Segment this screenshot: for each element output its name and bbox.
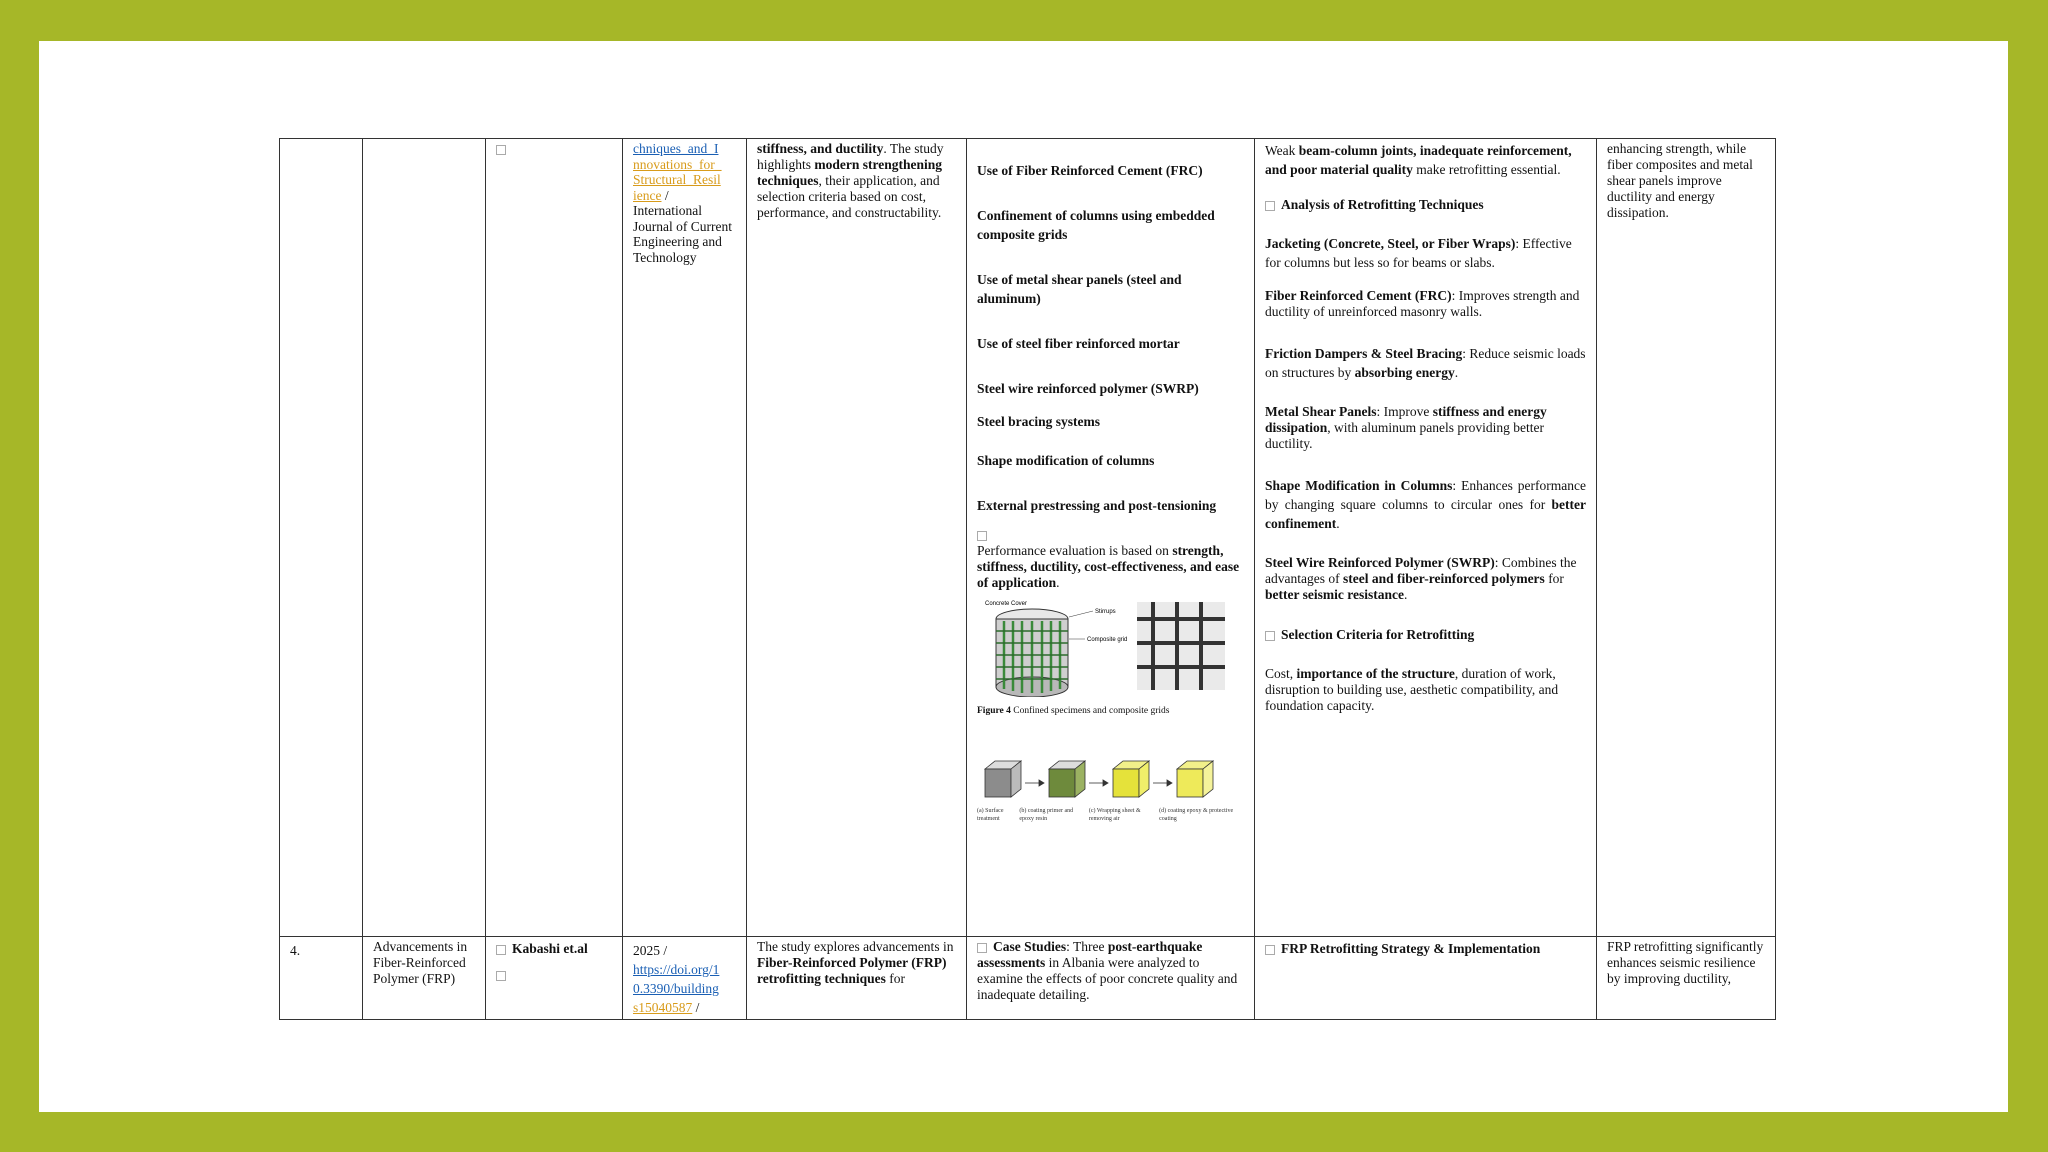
summary-text-2: , their application, and selection criteria based on cost, performance, and constructability. (757, 173, 942, 220)
confined-specimen-image (977, 597, 1227, 697)
source-journal: / International Journal of Current Engineering and Technology (633, 187, 732, 265)
intro-text: Weak (1265, 143, 1299, 158)
frp-strategy-heading: FRP Retrofitting Strategy & Implementation (1281, 941, 1541, 956)
swrp-end: . (1403, 587, 1408, 602)
cost-bold: importance of the structure (1296, 666, 1455, 681)
cell-conclusion: enhancing strength, while fiber composites and metal shear panels improve ductility and energy dissipation. (1597, 139, 1776, 937)
cost-text: Cost, (1265, 666, 1297, 681)
cell-number (280, 139, 363, 937)
swrp-bold2: steel and fiber-reinforced polymers (1342, 571, 1545, 586)
intro-end: make retrofitting essential. (1412, 162, 1561, 177)
friction-text: : Reduce seismic loads on structures by (1265, 346, 1586, 380)
technique-item: Confinement of columns using embedded composite grids (977, 208, 1215, 242)
checkbox-icon (977, 531, 987, 541)
cell-summary (747, 937, 967, 1020)
selection-heading (1265, 625, 1586, 644)
technique-item: Shape modification of columns (977, 453, 1155, 468)
analysis-intro (1265, 141, 1586, 179)
perf-end: . (1056, 575, 1060, 590)
table-row (280, 139, 1776, 937)
friction-end: . (1454, 365, 1459, 380)
shape-entry (1265, 476, 1586, 533)
source-link-cont2[interactable]: Structural_Resil (633, 172, 721, 187)
table-row (280, 937, 1776, 1020)
intro-bold: beam-column joints, inadequate reinforcement, and poor material quality (1265, 143, 1572, 177)
cell-analysis (1255, 139, 1597, 937)
fig-sublabel: (a) Surface treatment (977, 808, 1004, 822)
cost-end: , duration of work, disruption to building use, aesthetic compatibility, and foundation capacity. (1265, 666, 1559, 713)
figure-confined-specimens (977, 597, 1244, 717)
summary-end: for (885, 971, 905, 986)
checkbox-icon (1265, 201, 1275, 211)
cell-year-source (623, 139, 747, 937)
source-link-cont[interactable]: nnovations_for_ (633, 156, 722, 172)
doi-link[interactable]: https://doi.org/1 (633, 962, 720, 977)
checkbox-icon (1265, 945, 1275, 955)
perf-bold: strength, stiffness, ductility, cost-effectiveness, and ease of application (977, 543, 1240, 590)
technique-item: Use of metal shear panels (steel and aluminum) (977, 272, 1182, 306)
fig-sublabel: (b) coating primer and epoxy resin (1019, 808, 1074, 822)
swrp-text2: for (1544, 571, 1564, 586)
technique-item: Steel bracing systems (977, 414, 1100, 429)
friction-entry (1265, 344, 1586, 382)
technique-item: Steel wire reinforced polymer (SWRP) (977, 381, 1199, 396)
fig-sublabel: (d) coating epoxy & protective coating (1159, 808, 1234, 822)
case-studies-bold: Case Studies (993, 939, 1067, 954)
cell-conclusion: FRP retrofitting significantly enhances seismic resilience by improving ductility, (1597, 937, 1776, 1020)
technique-item: Use of steel fiber reinforced mortar (977, 336, 1180, 351)
analysis-heading-text: Analysis of Retrofitting Techniques (1281, 197, 1484, 212)
cell-year-source (623, 937, 747, 1020)
frc-bold: Fiber Reinforced Cement (FRC) (1265, 288, 1452, 303)
cell-title (363, 139, 486, 937)
frc-text: : Improves strength and ductility of unreinforced masonry walls. (1265, 288, 1580, 319)
figure-caption-text: Confined specimens and composite grids (1010, 706, 1170, 716)
author-name: Kabashi et.al (512, 941, 588, 956)
figure-caption (977, 705, 1244, 717)
frc-entry (1265, 288, 1586, 320)
analysis-heading (1265, 195, 1586, 214)
cell-techniques (967, 139, 1255, 937)
cell-summary (747, 139, 967, 937)
checkbox-icon (496, 945, 506, 955)
doi-link-cont[interactable]: 0.3390/building (633, 981, 719, 996)
cell-techniques (967, 937, 1255, 1020)
cell-author (486, 937, 623, 1020)
summary-text: The study explores advancements in (757, 939, 954, 954)
frp-steps-image (977, 757, 1237, 801)
friction-bold: Friction Dampers & Steel Bracing (1265, 346, 1463, 361)
perf-text: Performance evaluation is based on (977, 543, 1173, 558)
literature-table (279, 138, 1776, 1020)
case-end: in Albania were analyzed to examine the effects of poor concrete quality and inadequate detailing. (977, 955, 1238, 1002)
fig-label-composite-grid: Composite grid (1087, 637, 1128, 643)
swrp-entry (1265, 555, 1586, 603)
cell-title: Advancements in Fiber-Reinforced Polymer (FRP) (363, 937, 486, 1020)
summary-bold-2: modern strengthening techniques (757, 157, 943, 188)
fig-label-stirrups: Stirrups (1095, 609, 1116, 615)
cost-entry (1265, 666, 1586, 714)
msp-text: : Improve (1376, 404, 1433, 419)
swrp-bold3: better seismic resistance (1265, 587, 1404, 602)
checkbox-icon (496, 971, 506, 981)
summary-bold-1: stiffness, and ductility (757, 141, 884, 156)
shape-end: . (1336, 516, 1340, 531)
selection-heading-text: Selection Criteria for Retrofitting (1281, 627, 1475, 642)
jacketing-bold: Jacketing (Concrete, Steel, or Fiber Wraps) (1265, 236, 1516, 251)
case-text: : Three (1066, 939, 1108, 954)
cell-analysis (1255, 937, 1597, 1020)
shape-text: : Enhances performance by changing square columns to circular ones for (1265, 478, 1586, 512)
summary-text-1: . The study highlights (757, 141, 944, 172)
year: 2025 / (633, 943, 668, 958)
checkbox-icon (496, 145, 506, 155)
checkbox-icon (977, 943, 987, 953)
msp-text2: , with aluminum panels providing better ductility. (1265, 420, 1544, 451)
fig-sublabel: (c) Wrapping sheet & removing air (1088, 808, 1141, 822)
doi-link-cont2[interactable]: s15040587 (633, 1000, 693, 1015)
msp-bold: Metal Shear Panels (1265, 404, 1377, 419)
figure-frp-steps (977, 757, 1244, 823)
doi-suffix: / (692, 1000, 700, 1015)
cell-number: 4. (280, 937, 363, 1020)
figure-caption-bold: Figure 4 (977, 706, 1011, 716)
cell-author (486, 139, 623, 937)
checkbox-icon (1265, 631, 1275, 641)
msp-entry (1265, 404, 1586, 452)
technique-item: External prestressing and post-tensioning (977, 498, 1217, 513)
technique-item: Use of Fiber Reinforced Cement (FRC) (977, 163, 1203, 178)
performance-note (977, 527, 1244, 591)
swrp-text: : Combines the advantages of (1265, 555, 1577, 586)
friction-bold2: absorbing energy (1354, 365, 1455, 380)
fig-label-concrete-cover: Concrete Cover (985, 601, 1028, 607)
case-bold2: post-earthquake assessments (977, 939, 1203, 970)
shape-bold2: better confinement (1265, 497, 1586, 531)
summary-bold: Fiber-Reinforced Polymer (FRP) retrofitting techniques (757, 955, 947, 986)
source-link[interactable]: chniques_and_I (633, 141, 719, 156)
jacketing-text: : Effective for columns but less so for beams or slabs. (1265, 236, 1572, 270)
swrp-bold: Steel Wire Reinforced Polymer (SWRP) (1265, 555, 1495, 570)
shape-bold: Shape Modification in Columns (1265, 478, 1453, 493)
jacketing-entry (1265, 234, 1586, 272)
source-link-cont3[interactable]: ience (633, 187, 662, 203)
msp-bold2: stiffness and energy dissipation (1265, 404, 1547, 435)
